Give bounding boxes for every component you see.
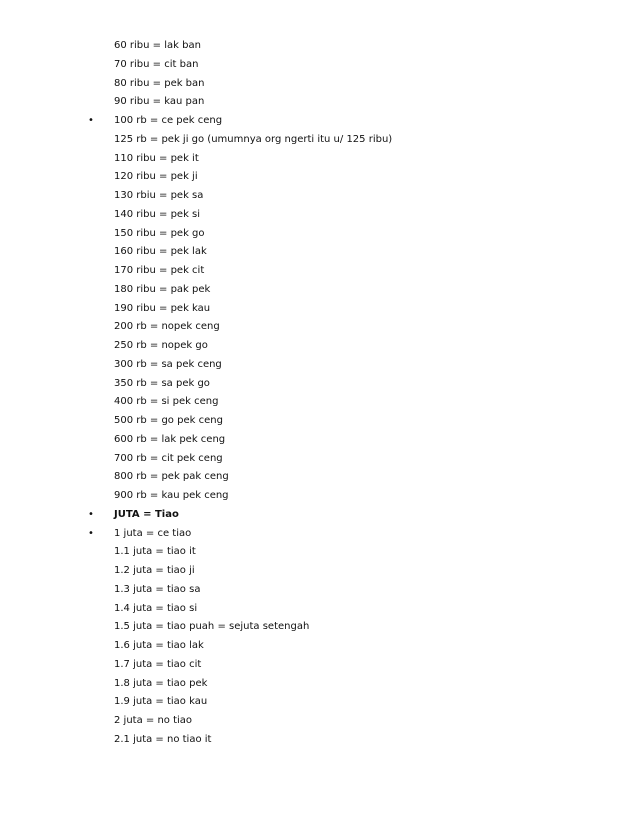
line-text: 250 rb = nopek go [114,340,208,351]
line-text: 130 rbiu = pek sa [114,190,204,201]
document-line [0,562,638,581]
line-text: JUTA = Tiao [114,508,179,520]
document-line [0,168,638,187]
line-text: 120 ribu = pek ji [114,171,198,183]
line-text: 600 rb = lak pek ceng [114,433,226,445]
document-line [0,37,638,56]
line-text: 1.5 juta = tiao puah = sejuta setengah [114,621,310,633]
document-line [0,525,638,544]
line-text: 1.6 juta = tiao lak [114,640,204,651]
document-line [0,393,638,412]
document-line [0,243,638,262]
line-text: 80 ribu = pek ban [114,77,205,89]
line-text: 1.9 juta = tiao kau [114,696,208,708]
document-line [0,56,638,75]
bullet-icon: • [88,115,94,126]
line-text: 1.2 juta = tiao ji [114,565,195,576]
document-line [0,581,638,600]
document-line [0,131,638,150]
document-line [0,618,638,637]
document-line [0,206,638,225]
line-text: 1 juta = ce tiao [114,527,192,539]
document-line [0,318,638,337]
line-text: 300 rb = sa pek ceng [114,358,222,370]
document-page [0,37,638,750]
document-line [0,300,638,319]
document-line [0,375,638,394]
bullet-icon: • [88,508,94,520]
line-text: 160 ribu = pek lak [114,246,207,258]
line-text: 2.1 juta = no tiao it [114,733,212,745]
document-line [0,93,638,112]
line-text: 1.8 juta = tiao pek [114,677,208,689]
document-line [0,468,638,487]
document-line [0,262,638,281]
document-line [0,487,638,506]
line-text: 900 rb = kau pek ceng [114,490,229,501]
document-line [0,337,638,356]
document-line [0,543,638,562]
line-text: 800 rb = pek pak ceng [114,471,229,483]
line-text: 180 ribu = pak pek [114,283,211,295]
line-text: 1.1 juta = tiao it [114,546,196,558]
document-line [0,600,638,619]
document-line [0,225,638,244]
document-line [0,281,638,300]
document-line [0,187,638,206]
document-line [0,693,638,712]
line-text: 110 ribu = pek it [114,152,199,164]
document-line [0,412,638,431]
document-line [0,450,638,469]
line-text: 70 ribu = cit ban [114,58,199,70]
line-text: 1.7 juta = tiao cit [114,658,202,670]
document-line [0,637,638,656]
line-text: 170 ribu = pek cit [114,265,205,276]
document-line [0,731,638,750]
document-line [0,675,638,694]
line-text: 2 juta = no tiao [114,715,193,726]
document-line [0,712,638,731]
line-text: 1.4 juta = tiao si [114,602,198,614]
document-lines [0,37,638,750]
line-text: 90 ribu = kau pan [114,96,205,108]
document-line [0,150,638,169]
document-line [0,75,638,94]
document-line [0,431,638,450]
line-text: 150 ribu = pek go [114,227,205,239]
document-line [0,506,638,525]
line-text: 1.3 juta = tiao sa [114,583,201,595]
line-text: 100 rb = ce pek ceng [114,115,223,126]
line-text: 200 rb = nopek ceng [114,321,220,333]
bullet-icon: • [88,527,94,539]
line-text: 500 rb = go pek ceng [114,415,223,426]
document-line [0,656,638,675]
line-text: 190 ribu = pek kau [114,302,211,314]
line-text: 350 rb = sa pek go [114,377,210,389]
line-text: 400 rb = si pek ceng [114,396,219,408]
line-text: 125 rb = pek ji go (umumnya org ngerti itu u/ 125 ribu) [114,133,393,145]
line-text: 140 ribu = pek si [114,208,201,220]
line-text: 700 rb = cit pek ceng [114,452,223,464]
document-line [0,112,638,131]
document-line [0,356,638,375]
line-text: 60 ribu = lak ban [114,40,201,51]
